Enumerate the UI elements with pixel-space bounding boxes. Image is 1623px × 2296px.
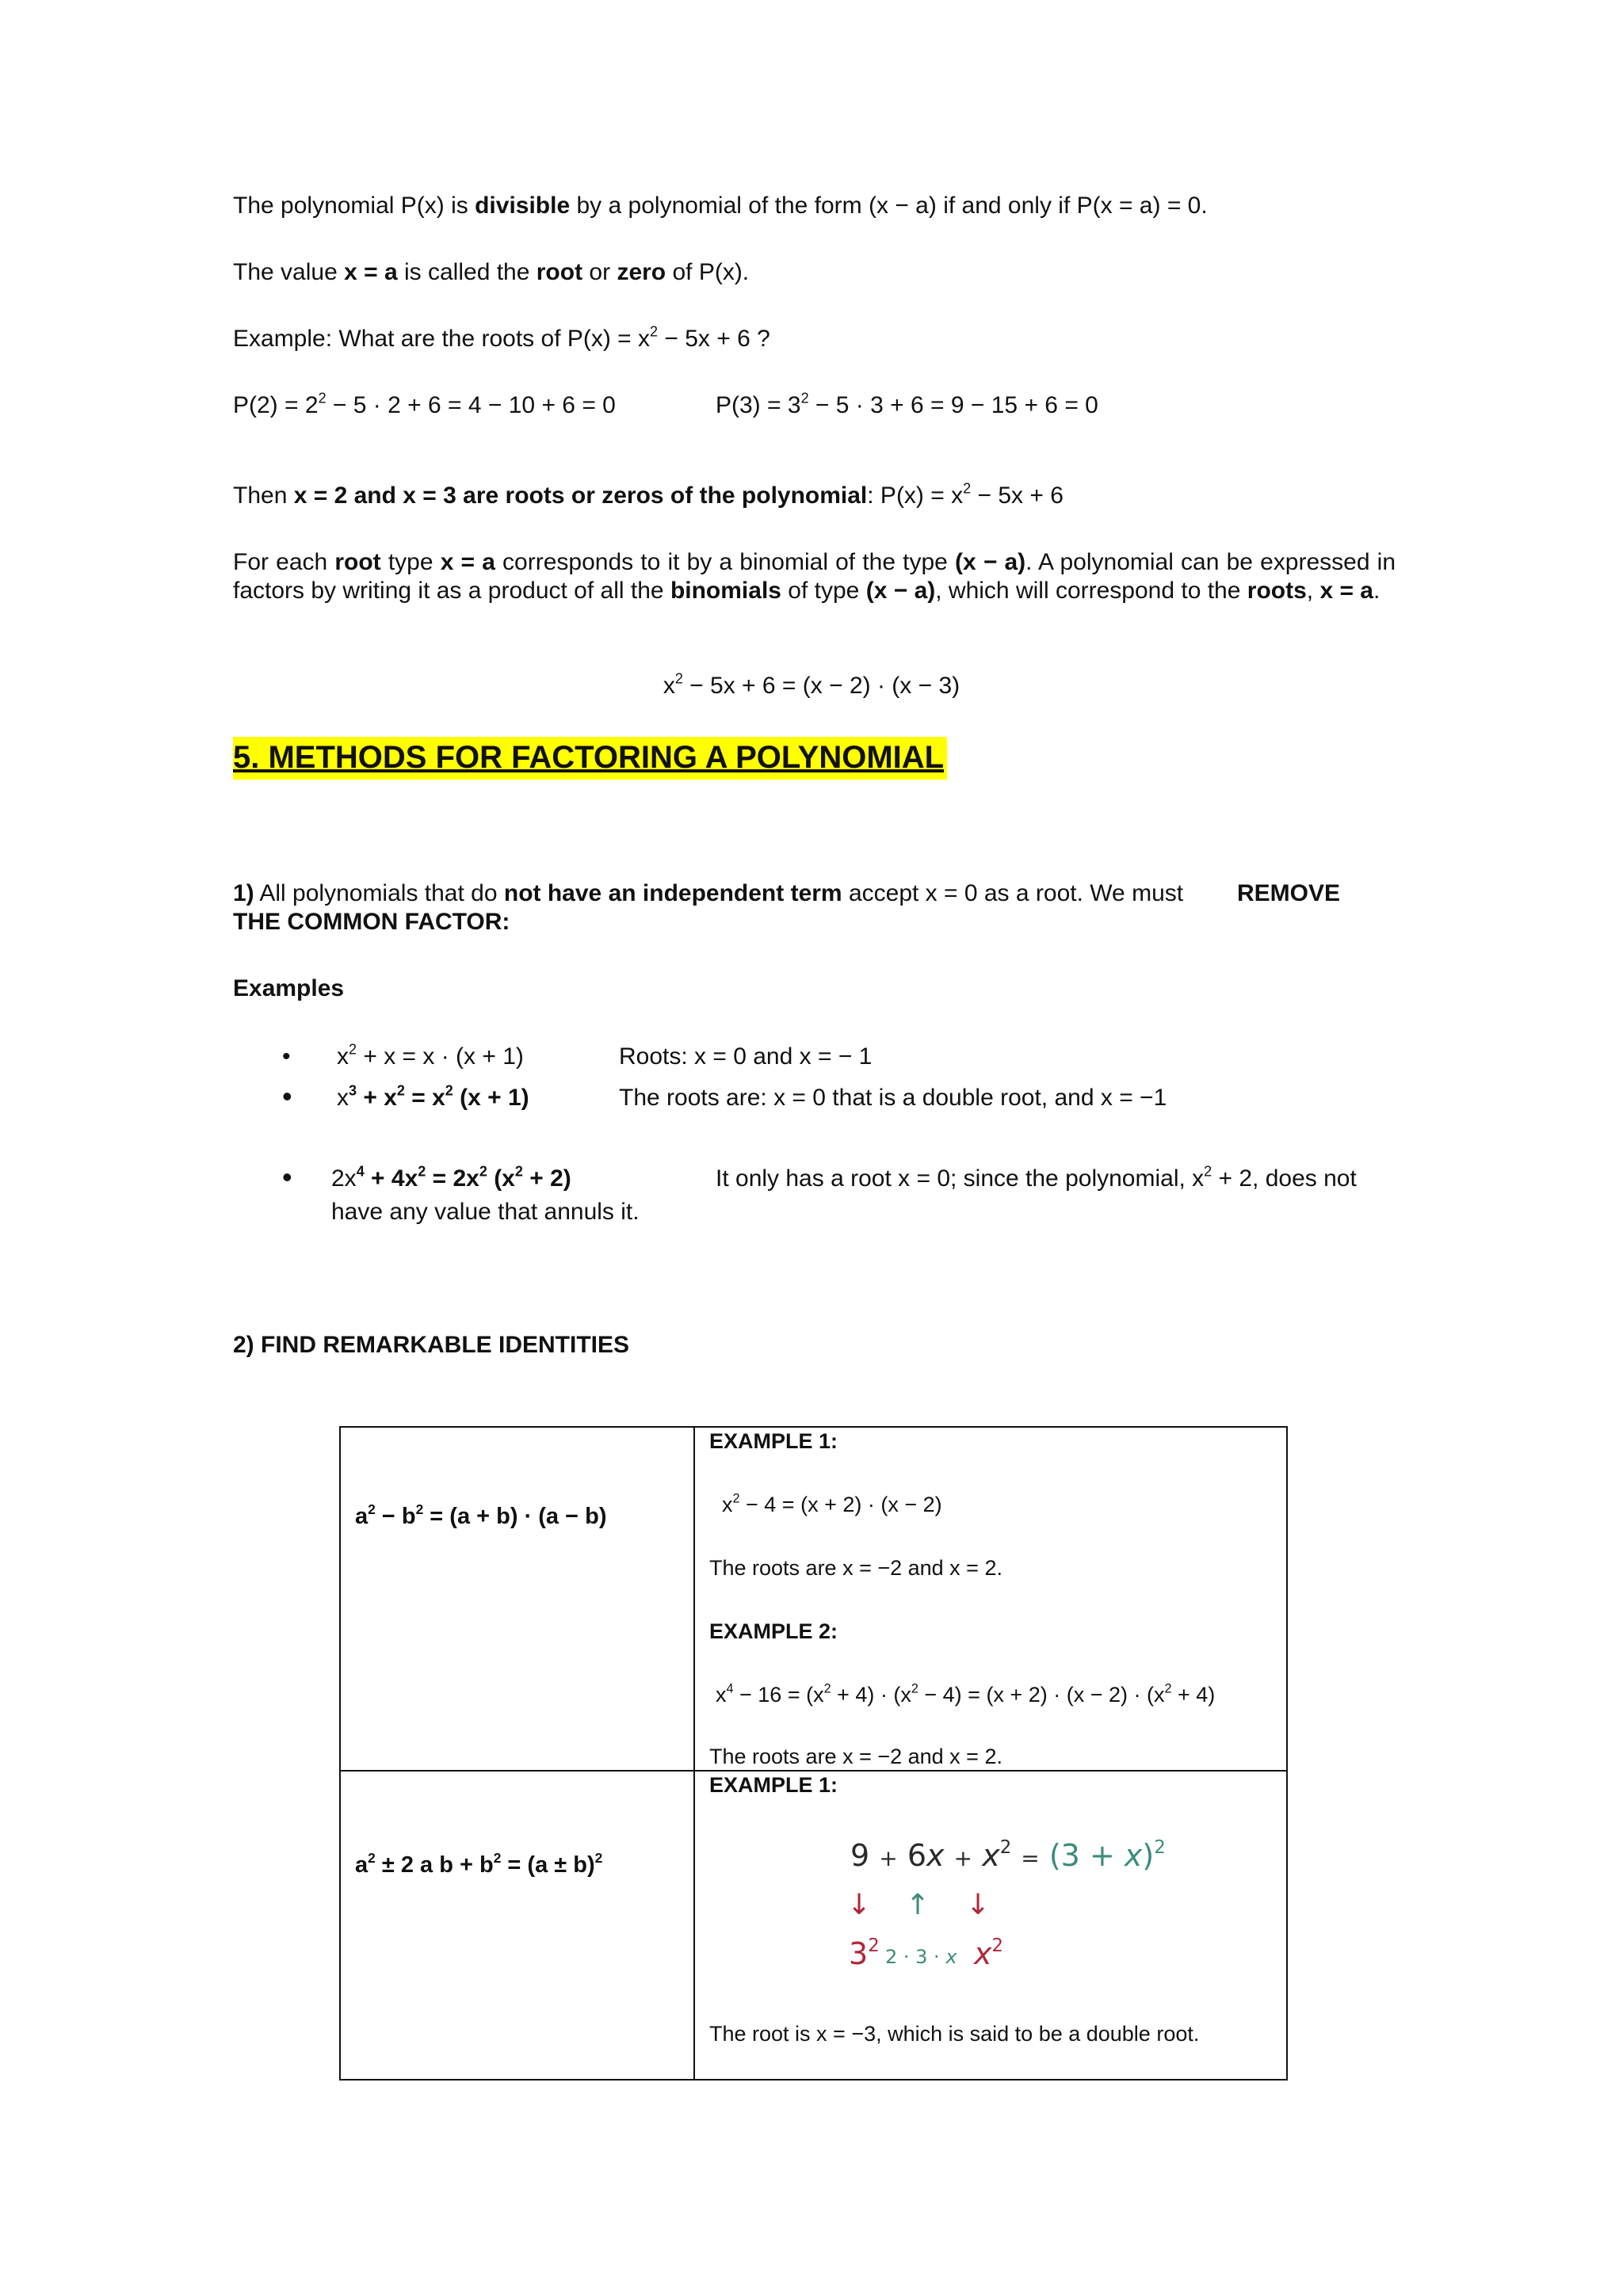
text-bold: 2) FIND REMARKABLE IDENTITIES (233, 1332, 630, 1358)
p2-evaluation (233, 391, 616, 420)
superscript: 2 (479, 1163, 487, 1180)
method-2-title (233, 1331, 629, 1360)
example-2-label: EXAMPLE 2: (709, 1619, 838, 1643)
text-bold: binomials (670, 578, 781, 604)
text: + 2) (522, 1165, 571, 1192)
text: , which will correspond to the (935, 578, 1247, 604)
examples-label (233, 974, 344, 1003)
example-2-roots: The roots are x = −2 and x = 2. (709, 1745, 1002, 1768)
method-1-line2 (233, 908, 510, 936)
bullet-3-text-cont: have any value that annuls it. (331, 1199, 640, 1225)
text: x (722, 1493, 733, 1516)
superscript: 2 (999, 1837, 1012, 1859)
text: = 2x (426, 1165, 479, 1192)
superscript: 4 (356, 1163, 365, 1180)
text: 2x (331, 1165, 357, 1192)
text: x (716, 1683, 727, 1707)
text-bold: not have an independent term (503, 880, 842, 906)
text: = (1021, 1845, 1040, 1871)
superscript: 2 (911, 1681, 918, 1696)
square-of-binomial (355, 1849, 603, 1878)
text: − b (375, 1504, 416, 1529)
text: + 2, does not (1212, 1165, 1357, 1192)
bullet-3-expression (331, 1165, 571, 1193)
superscript: 2 (823, 1681, 831, 1696)
bullet-2-expression (337, 1084, 529, 1112)
text-bold: roots (1247, 578, 1307, 604)
text: of P(x). (666, 259, 750, 285)
superscript: 2 (493, 1849, 502, 1866)
text: is called the (397, 259, 537, 285)
bullet-1-expression (337, 1043, 524, 1071)
text: by a polynomial of the form (x − a) if and only if P(x = a) = 0. (570, 193, 1208, 219)
bullet-1-roots: Roots: x = 0 and x = − 1 (619, 1043, 873, 1070)
text: + (953, 1845, 973, 1871)
method-1-line1 (233, 879, 1183, 908)
text: Then (233, 482, 294, 509)
superscript: 2 (415, 1501, 424, 1517)
text-bold: (x − a) (955, 549, 1026, 575)
example-1-equation (722, 1493, 942, 1517)
text: 9 (850, 1838, 870, 1873)
bullet-2-roots: The roots are: x = 0 that is a double root, and x = −1 (619, 1085, 1167, 1111)
text-bold: zero (617, 259, 666, 285)
arrow-down-icon: ↓ (966, 1889, 991, 1921)
text: ± 2 a b + b (375, 1852, 494, 1878)
text: or (582, 259, 617, 285)
term-square-9 (849, 1936, 880, 1971)
text: ) (1142, 1838, 1155, 1873)
superscript: 2 (674, 670, 683, 687)
equation-rhs (1049, 1838, 1166, 1873)
text: The value (233, 259, 345, 285)
text: All polynomials that do (254, 880, 504, 906)
text: − 5x + 6 ? (658, 326, 770, 352)
example-2-equation (716, 1683, 1215, 1707)
text-bold: x = a (440, 549, 495, 575)
identity-cell (340, 1427, 694, 1771)
text-bold: divisible (475, 193, 571, 219)
bullet-3-text (716, 1165, 1357, 1193)
text: − 4) = (x + 2) · (x − 2) · (x (918, 1683, 1165, 1707)
divisibility-statement (233, 192, 1208, 220)
text-bold: x = a (1319, 578, 1373, 604)
example-question (233, 325, 770, 353)
section-title: 5. METHODS FOR FACTORING A POLYNOMIAL (233, 737, 947, 780)
text: . A polynomial can be expressed in factors by writing it as a product of all the (233, 549, 1396, 604)
text: 3 (849, 1936, 869, 1971)
superscript: 2 (368, 1501, 376, 1517)
text: + 4x (364, 1165, 418, 1192)
arrow-down-icon: ↓ (847, 1889, 872, 1921)
text-bold: THE COMMON FACTOR: (233, 909, 510, 935)
text: x (945, 1946, 957, 1968)
text: x (1124, 1838, 1143, 1873)
text: 2 · 3 · (885, 1946, 946, 1968)
text: x (974, 1936, 992, 1971)
text: Example: What are the roots of P(x) = x (233, 326, 651, 352)
square-expansion-equation (850, 1838, 1166, 1873)
text: x (926, 1838, 945, 1873)
superscript: 2 (868, 1936, 880, 1957)
text: − 16 = (x (733, 1683, 824, 1707)
text: (3 + (1048, 1838, 1125, 1873)
example-1-label: EXAMPLE 1: (709, 1429, 838, 1453)
text-bold: x = 2 and x = 3 are roots or zeros of the polynomial (293, 482, 868, 509)
superscript: 2 (445, 1082, 453, 1099)
text: corresponds to it by a binomial of the type (495, 549, 955, 575)
text: + x (357, 1085, 397, 1111)
bullet-2-marker: • (282, 1080, 292, 1112)
text: accept x = 0 as a root. We must (842, 880, 1184, 906)
text-bold: Examples (233, 975, 345, 1001)
text: x (663, 673, 675, 699)
text: x (337, 1043, 349, 1070)
text: For each (233, 549, 335, 575)
text: = x (404, 1085, 445, 1111)
superscript: 2 (514, 1163, 523, 1180)
example-1-label: EXAMPLE 1: (709, 1773, 838, 1797)
text: (x + 1) (453, 1085, 529, 1111)
examples-cell (694, 1427, 1287, 1771)
term-middle (885, 1946, 957, 1968)
superscript: 2 (396, 1082, 405, 1099)
text: + 4) (1171, 1683, 1216, 1707)
text: a (355, 1504, 369, 1529)
difference-of-squares (355, 1501, 607, 1530)
superscript: 2 (349, 1041, 357, 1058)
bullet-3-marker: • (282, 1161, 292, 1193)
text: P(2) = 2 (233, 392, 319, 418)
superscript: 2 (368, 1849, 376, 1866)
superscript: 2 (800, 390, 809, 406)
superscript: 2 (594, 1849, 603, 1866)
table-row (340, 1771, 1287, 2080)
text-bold: x = a (344, 259, 398, 285)
text: (x (487, 1165, 515, 1192)
factored-equation (0, 672, 1623, 700)
superscript: 4 (726, 1681, 734, 1696)
term-square-x (974, 1936, 1003, 1971)
text: P(3) = 3 (716, 392, 801, 418)
superscript: 2 (1204, 1163, 1212, 1180)
superscript: 2 (1154, 1837, 1166, 1859)
text: type (380, 549, 441, 575)
superscript: 2 (1164, 1681, 1172, 1696)
text: . (1373, 578, 1381, 604)
text: 6 (907, 1838, 927, 1873)
text: − 5x + 6 = (x − 2) · (x − 3) (682, 673, 960, 699)
identity-cell (340, 1771, 694, 2080)
text: x (337, 1085, 349, 1111)
double-root-text: The root is x = −3, which is said to be a double root. (709, 2022, 1200, 2046)
method-1-remove (1237, 879, 1340, 908)
text-bold: 1) (233, 880, 254, 906)
text: − 4 = (x + 2) · (x − 2) (739, 1493, 942, 1516)
superscript: 2 (418, 1163, 426, 1180)
text: x (982, 1838, 1000, 1873)
text: The polynomial P(x) is (233, 193, 475, 219)
arrow-up-icon: ↑ (906, 1889, 930, 1921)
root-definition (233, 258, 749, 287)
text: − 5x + 6 (971, 482, 1064, 509)
text: − 5 · 2 + 6 = 4 − 10 + 6 = 0 (326, 392, 616, 418)
text-bold: (x − a) (865, 578, 936, 604)
superscript: 2 (732, 1491, 740, 1506)
text: , (1306, 578, 1320, 604)
bullet-1-marker: • (282, 1043, 291, 1070)
text-bold: REMOVE (1237, 880, 1341, 906)
p3-evaluation (716, 391, 1098, 420)
text: of type (781, 578, 866, 604)
text: a (355, 1852, 369, 1878)
superscript: 3 (349, 1082, 357, 1099)
text: : P(x) = x (867, 482, 964, 509)
examples-cell (694, 1771, 1287, 2080)
superscript: 2 (318, 390, 327, 406)
roots-conclusion (233, 482, 1064, 510)
table-row (340, 1427, 1287, 1771)
text: = (a ± b) (501, 1852, 595, 1878)
text: + (879, 1845, 898, 1871)
example-1-roots: The roots are x = −2 and x = 2. (709, 1556, 1002, 1580)
text-bold: root (334, 549, 381, 575)
superscript: 2 (991, 1936, 1004, 1957)
text: = (a + b) · (a − b) (423, 1504, 607, 1529)
binomial-paragraph (233, 548, 1396, 605)
text: − 5 · 3 + 6 = 9 − 15 + 6 = 0 (808, 392, 1098, 418)
text: It only has a root x = 0; since the polynomial, x (716, 1165, 1205, 1192)
text: + x = x · (x + 1) (357, 1043, 524, 1070)
text: + 4) · (x (831, 1683, 911, 1707)
text-bold: root (536, 259, 583, 285)
superscript: 2 (963, 480, 972, 497)
superscript: 2 (650, 323, 659, 340)
identities-table (339, 1426, 1288, 2081)
